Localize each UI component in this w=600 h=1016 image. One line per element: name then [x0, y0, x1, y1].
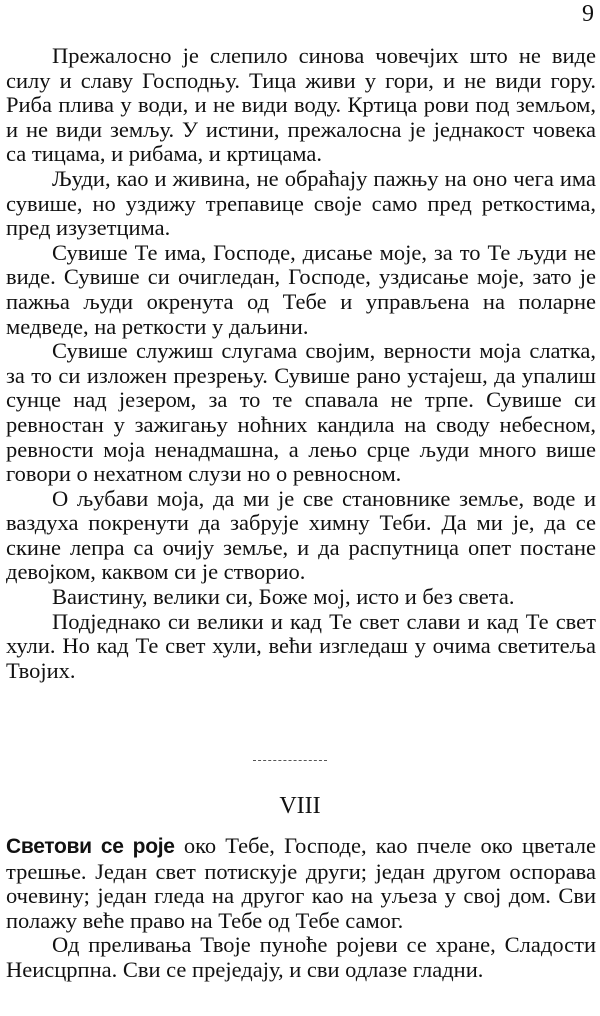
- page-number: 9: [582, 1, 594, 27]
- text-block-top: [6, 44, 596, 683]
- paragraph: [6, 834, 596, 933]
- paragraph: Људи, као и живина, не обраћају пажњу на оно чега има сувише, но уздижу трепавице своје само пред реткостима, пред изузетцима.: [6, 165, 596, 241]
- paragraph: Од преливања Твоје пуноће ројеви се хране, Сладости Неисцрпна. Сви се преједају, и сви одлазе гладни.: [6, 932, 596, 982]
- chapter-lead-words: Светови се роје: [6, 835, 175, 858]
- paragraph: Сувише служиш слугама својим, верности моја слатка, за то си изложен презрењу. Сувише рано устајеш, да упалиш сунце над језером, за то те спавала не трпе. Сувише си ревностан у зажигању ноћних кандила на своду небесном, ревности моја ненадмашна, а лењо срце људи много више говори о нехатном слузи но о ревносном.: [6, 338, 596, 487]
- paragraph: Сувише Те има, Господе, дисање моје, за то Те људи не виде. Сувише си очигледан, Господе, уздисање моје, зато је пажња људи окренута од Тебе и управљена на поларне медведе, на реткости у даљини.: [6, 239, 596, 339]
- chapter-heading: VIII: [279, 793, 321, 819]
- paragraph: Подједнако си велики и кад Те свет слави и кад Те свет хули. Но кад Те свет хули, већи изгледаш у очима светитеља Твојих.: [6, 608, 596, 683]
- paragraph: О љубави моја, да ми је све становнике земље, воде и ваздуха покренути да забрује химну Теби. Да ми је, да се скине лепра са очију земље, и да распутница опет постане девојком, каквом си је створио.: [6, 485, 596, 585]
- chapter-lead-rest: око Тебе, Господе, као пчеле око цветале трешње. Један свет потискује други; један другом оспорава очевину; један гледа на другог као на уљеза у свој дом. Сви полажу веће право на Тебе од Тебе самог.: [6, 833, 597, 933]
- text-block-bottom: [6, 834, 596, 983]
- paragraph: Ваистину, велики си, Боже мој, исто и без света.: [52, 584, 515, 610]
- paragraph: Прежалосно је слепило синова човечјих што не виде силу и славу Господњу. Тица живи у гори, и не види гору. Риба плива у води, и не види воду. Кртица рови под земљом, и не види земљу. У истини, прежалосна је једнакост човека са тицама, и рибама, и кртицама.: [6, 43, 596, 167]
- section-separator: [253, 760, 327, 761]
